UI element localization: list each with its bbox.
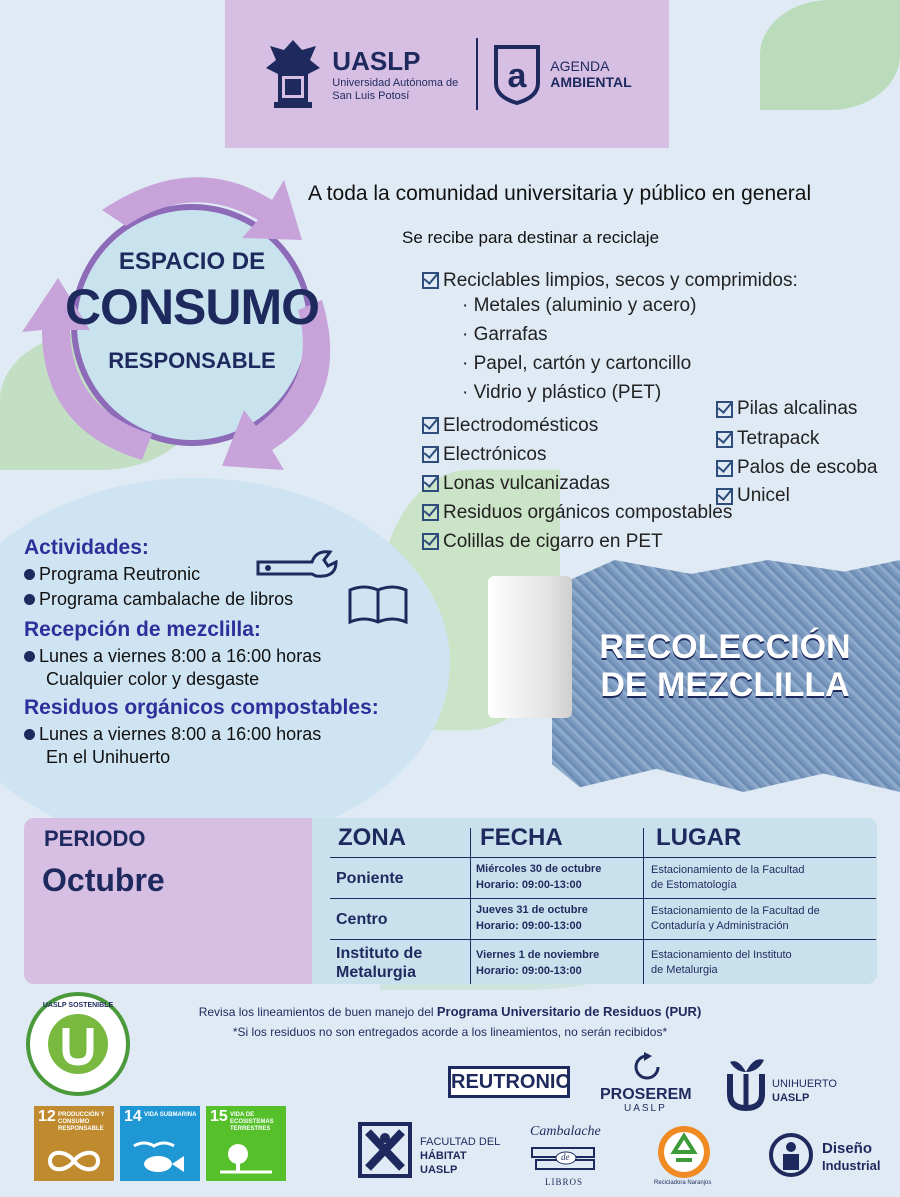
fecha-time: Horario: 09:00-13:00 <box>476 920 582 932</box>
schedule-text: Lunes a viernes 8:00 a 16:00 horas <box>39 646 322 666</box>
cambalache-de: de <box>561 1152 570 1162</box>
fecha-time: Horario: 09:00-13:00 <box>476 879 582 891</box>
denim-collection-title <box>560 628 890 704</box>
activity-label: Programa cambalache de libros <box>39 589 294 609</box>
sub-list-item: · Papel, cartón y cartoncillo <box>462 353 692 374</box>
list-item <box>24 644 379 669</box>
lugar-line: Contaduría y Administración <box>651 920 789 932</box>
header-divider <box>476 38 478 110</box>
sdg-title: PRODUCCIÓN Y CONSUMO RESPONSABLE <box>58 1112 105 1132</box>
pur-program-name: Programa Universitario de Residuos (PUR) <box>436 1004 702 1019</box>
sdg-number: 14 <box>124 1108 142 1125</box>
uaslp-logo <box>262 36 462 112</box>
checkbox-icon <box>716 431 733 448</box>
sdg-14-tile <box>120 1106 200 1181</box>
lugar-cell <box>651 863 804 893</box>
material-label: Lonas vulcanizadas <box>443 472 610 494</box>
list-item <box>24 587 379 612</box>
agenda-ambiental-logo <box>492 43 631 105</box>
fecha-date: Viernes 1 de noviembre <box>476 949 600 961</box>
fish-icon <box>130 1140 190 1176</box>
cambalache-label: Cambalache <box>530 1124 601 1139</box>
uaslp-full-name: Universidad Autónoma de San Luis Potosí <box>332 76 459 102</box>
person-circle-icon <box>768 1132 814 1178</box>
activity-label: Programa Reutronic <box>39 564 201 584</box>
zona-cell: Instituto de Metalurgia <box>336 945 423 981</box>
habitat-line-3: UASLP <box>420 1164 458 1176</box>
sdg-12-tile <box>34 1106 114 1181</box>
row-divider <box>330 857 876 858</box>
row-divider <box>330 898 876 899</box>
lugar-line: Estacionamiento de la Facultad <box>651 864 805 876</box>
warning-note: *Si los residuos no son entregados acorde a los lineamientos, no serán recibidos* <box>232 1025 668 1039</box>
receive-text: Se recibe para destinar a reciclaje <box>402 228 660 247</box>
list-item <box>422 266 798 295</box>
mezclilla-heading: Recepción de mezclilla: <box>24 618 261 641</box>
fecha-cell <box>476 902 588 934</box>
habitat-line-1: FACULTAD DEL <box>420 1136 501 1148</box>
fecha-time: Horario: 09:00-13:00 <box>476 965 582 977</box>
sub-list-item: · Metales (aluminio y acero) <box>462 295 697 316</box>
unihuerto-sub: UASLP <box>772 1092 810 1104</box>
refresh-arrow-icon <box>630 1050 664 1084</box>
bullet-icon <box>24 569 35 580</box>
espacio-consumo-badge <box>22 160 362 490</box>
habitat-line-2: HÁBITAT <box>420 1150 467 1162</box>
checkbox-icon <box>422 272 439 289</box>
row-divider <box>330 939 876 940</box>
badge-line-2: CONSUMO <box>64 279 320 335</box>
checkbox-icon <box>716 488 733 505</box>
fecha-date: Miércoles 30 de octubre <box>476 863 602 875</box>
material-label: Tetrapack <box>737 428 820 449</box>
material-label: Electrodomésticos <box>443 414 599 436</box>
lugar-line: de Estomatología <box>651 879 737 891</box>
wrench-icon <box>254 548 338 588</box>
proserem-label: PROSEREM <box>600 1086 692 1103</box>
bullet-icon <box>24 651 35 662</box>
column-header-zona: ZONA <box>338 824 406 851</box>
checkbox-icon <box>716 460 733 477</box>
tree-icon <box>216 1140 276 1176</box>
recicladora-label: Recicladora Naranjos <box>654 1180 712 1186</box>
checkbox-icon <box>422 533 439 550</box>
sdg-title: VIDA SUBMARINA <box>144 1112 197 1118</box>
lugar-line: de Metalurgia <box>651 964 718 976</box>
lugar-line: Estacionamiento de la Facultad de <box>651 905 820 917</box>
material-label: Unicel <box>737 485 790 506</box>
list-item <box>716 482 878 510</box>
eagle-crest-icon <box>262 36 324 112</box>
zona-cell: Centro <box>336 911 388 928</box>
cambalache-libros: LIBROS <box>545 1177 584 1187</box>
periodo-label: PERIODO <box>44 826 146 851</box>
checkbox-icon <box>422 475 439 492</box>
audience-text: A toda la comunidad universitaria y público en general <box>308 182 812 205</box>
bullet-icon <box>24 729 35 740</box>
recycle-icon <box>656 1124 712 1180</box>
unihuerto-label: UNIHUERTO <box>772 1078 837 1090</box>
ambiental-label: AMBIENTAL <box>550 74 632 90</box>
lugar-cell <box>651 948 792 978</box>
proserem-sub: UASLP <box>624 1103 667 1114</box>
lugar-cell <box>651 904 820 934</box>
list-item <box>716 454 878 482</box>
material-label: Electrónicos <box>443 443 547 465</box>
header-banner <box>225 0 669 148</box>
reutronic-label: REUTRONIC <box>451 1071 570 1093</box>
column-header-fecha: FECHA <box>480 824 563 851</box>
list-item <box>716 394 878 424</box>
column-divider <box>470 828 471 984</box>
uaslp-sostenible-badge <box>26 992 130 1096</box>
fecha-date: Jueves 31 de octubre <box>476 904 588 916</box>
material-label: Residuos orgánicos compostables <box>443 501 733 523</box>
list-item <box>24 722 379 747</box>
diseno-line-1: Diseño <box>822 1140 873 1157</box>
book-icon <box>346 582 410 628</box>
guidelines-text: Revisa los lineamientos de buen manejo del <box>198 1005 437 1019</box>
badge-line-1: ESPACIO DE <box>118 248 266 275</box>
periodo-value: Octubre <box>42 862 165 898</box>
sub-list-item: · Garrafas <box>462 324 548 345</box>
denim-title-line-2: DE MEZCLILLA <box>600 666 850 704</box>
bullet-icon <box>24 594 35 605</box>
materials-list-right <box>716 394 878 510</box>
material-label: Palos de escoba <box>737 457 878 478</box>
sdg-title: VIDA DE ECOSISTEMAS TERRESTRES <box>230 1112 274 1132</box>
mezclilla-note: Cualquier color y desgaste <box>46 669 260 689</box>
organicos-note: En el Unihuerto <box>46 747 171 767</box>
plant-u-icon <box>724 1054 768 1114</box>
sdg-number: 15 <box>210 1108 228 1125</box>
checkbox-icon <box>716 401 733 418</box>
list-item <box>716 424 878 454</box>
agenda-label: AGENDA <box>550 58 610 74</box>
column-header-lugar: LUGAR <box>656 824 742 851</box>
habitat-x-icon <box>358 1122 412 1178</box>
agenda-shield-icon <box>492 43 542 105</box>
sostenible-label: UASLP SOSTENIBLE <box>42 1002 114 1009</box>
column-divider <box>643 828 644 984</box>
organicos-heading: Residuos orgánicos compostables: <box>24 696 379 719</box>
svg-text:a: a <box>507 57 527 95</box>
diseno-line-2: Industrial <box>822 1158 881 1173</box>
sub-list-item: · Vidrio y plástico (PET) <box>462 382 662 403</box>
material-label: Pilas alcalinas <box>737 398 858 419</box>
zona-cell: Poniente <box>336 870 404 887</box>
badge-line-3: RESPONSABLE <box>108 348 276 373</box>
fecha-cell <box>476 861 601 893</box>
denim-title-line-1: RECOLECCIÓN <box>599 628 851 666</box>
list-item <box>422 527 798 556</box>
infinity-icon <box>44 1148 104 1174</box>
material-label: Reciclables limpios, secos y comprimidos: <box>443 269 798 291</box>
checkbox-icon <box>422 504 439 521</box>
sdg-15-tile <box>206 1106 286 1181</box>
activities-heading: Actividades: <box>24 536 149 559</box>
checkbox-icon <box>422 417 439 434</box>
material-label: Colillas de cigarro en PET <box>443 530 663 552</box>
fecha-cell <box>476 947 599 979</box>
uaslp-wordmark: UASLP <box>332 45 421 76</box>
recycle-u-icon <box>38 1004 118 1084</box>
checkbox-icon <box>422 446 439 463</box>
guidelines-note <box>0 1004 900 1019</box>
schedule-text: Lunes a viernes 8:00 a 16:00 horas <box>39 724 322 744</box>
leaf-decoration <box>760 0 900 110</box>
sdg-number: 12 <box>38 1108 56 1125</box>
reutronic-logo <box>448 1066 570 1098</box>
lugar-line: Estacionamiento del Instituto <box>651 949 792 961</box>
